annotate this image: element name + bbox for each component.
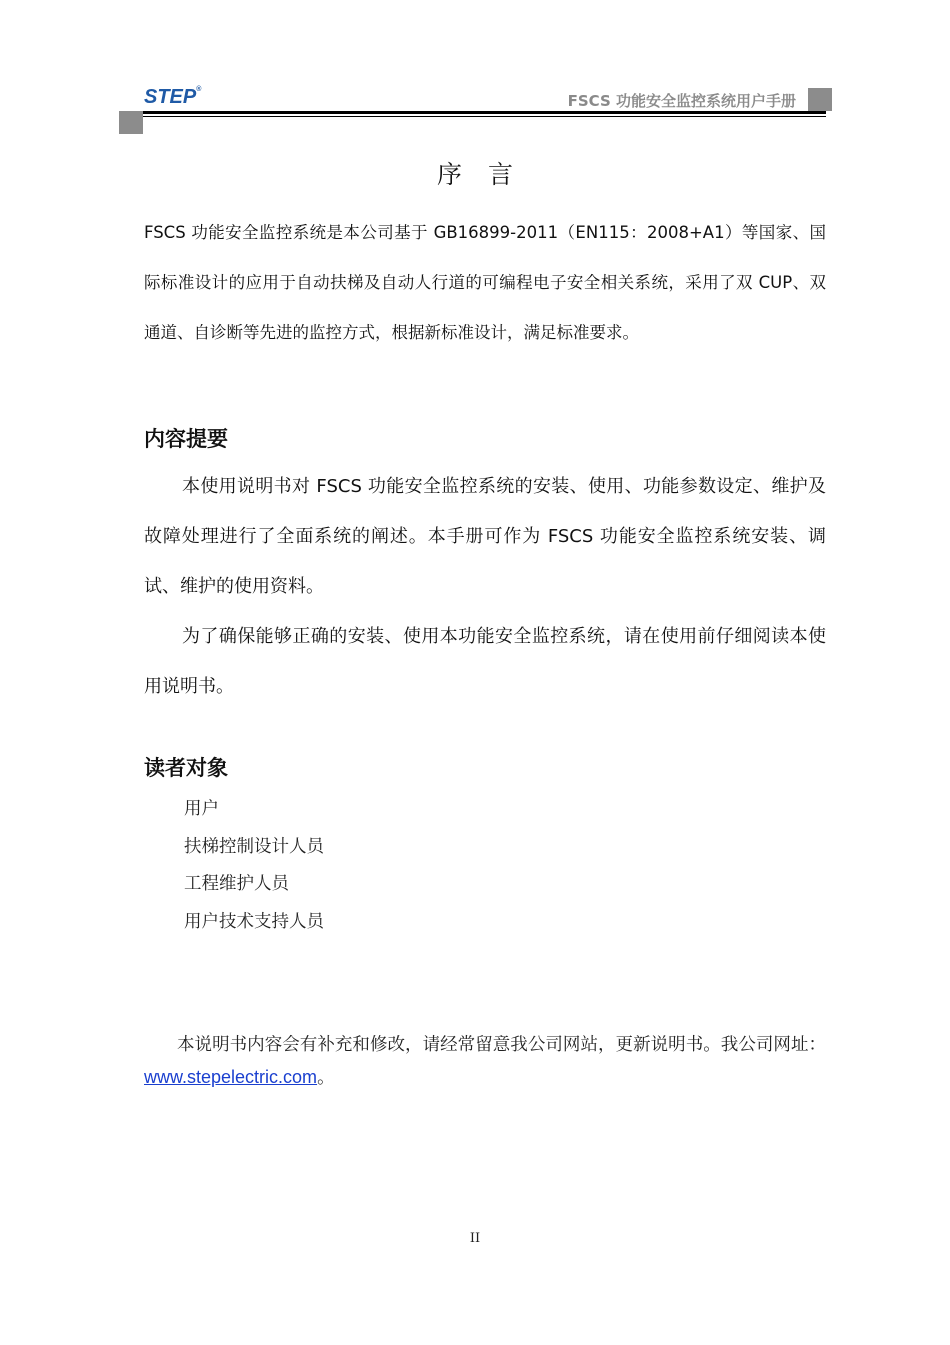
readers-heading: 读者对象 — [144, 756, 228, 780]
summary-paragraph-1: 本使用说明书对 FSCS 功能安全监控系统的安装、使用、功能参数设定、维护及故障处理进行了全面系统的阐述。本手册可作为 FSCS 功能安全监控系统安装、调试、维护的使用资料。 — [144, 476, 826, 597]
page-number: II — [469, 1231, 481, 1246]
summary-paragraph-2: 为了确保能够正确的安装、使用本功能安全监控系统，请在使用前仔细阅读本使用说明书。 — [144, 626, 826, 697]
summary-heading: 内容提要 — [144, 427, 228, 451]
header-square-right — [808, 88, 832, 111]
preface-paragraph: FSCS 功能安全监控系统是本公司基于 GB16899-2011（EN115：2008+A1）等国家、国际标准设计的应用于自动扶梯及自动人行道的可编程电子安全相关系统，采用了双 CUP、双通道、自诊断等先进的监控方式，根据新标准设计，满足标准要求。 — [144, 223, 826, 342]
manual-title: FSCS 功能安全监控系统用户手册 — [567, 92, 796, 110]
header-rule-thick — [143, 111, 826, 114]
list-item: 用户 — [184, 799, 219, 819]
list-item: 用户技术支持人员 — [184, 911, 324, 932]
readers-list — [184, 794, 324, 944]
website-link[interactable]: www.stepelectric.com — [144, 1067, 318, 1087]
step-logo — [144, 86, 201, 109]
update-note — [144, 1029, 826, 1094]
note-end: 。 — [317, 1068, 335, 1088]
registered-mark: ® — [196, 86, 202, 93]
note-text: 本说明书内容会有补充和修改，请经常留意我公司网站，更新说明书。我公司网址： — [177, 1035, 826, 1055]
list-item: 扶梯控制设计人员 — [184, 836, 324, 857]
header-square-left — [119, 111, 143, 134]
page-title: 序 言 — [437, 160, 513, 189]
logo-text: STEP — [144, 86, 197, 108]
header-rule-thin — [143, 116, 826, 117]
list-item: 工程维护人员 — [184, 874, 289, 894]
